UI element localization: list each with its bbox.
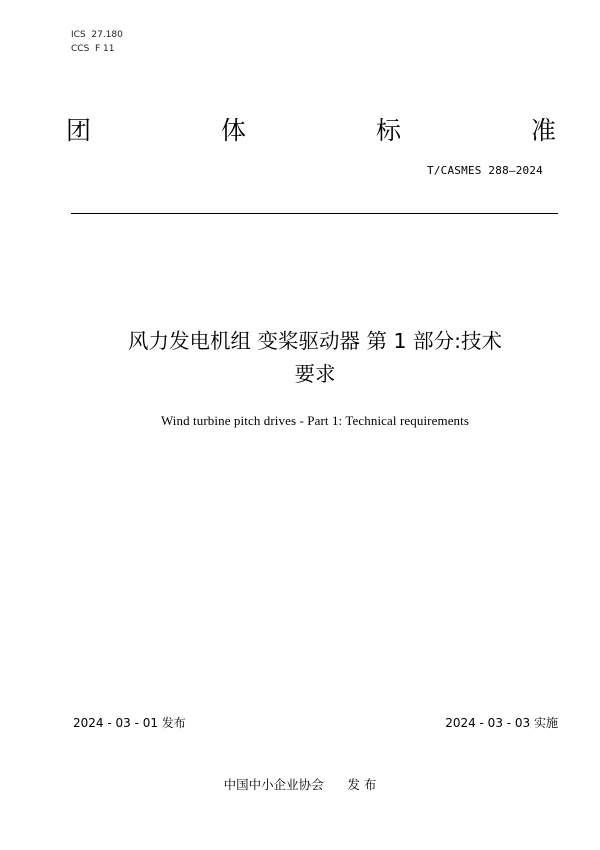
chinese-title [60,325,570,391]
implement-date: 2024 - 03 - 03 实施 [445,716,558,730]
heading-char: 准 [530,116,556,145]
heading-char: 标 [375,116,401,145]
header-divider [71,213,558,214]
ccs-code: CCS F 11 [71,44,115,54]
publisher-line [0,775,600,793]
publish-date: 2024 - 03 - 01 发布 [73,716,186,730]
chinese-title-line-1: 风力发电机组 变桨驱动器 第 1 部分:技术 [127,329,502,353]
publisher-name: 中国中小企业协会 [223,777,324,792]
document-type-heading [66,115,556,147]
english-title: Wind turbine pitch drives - Part 1: Technical requirements [160,413,470,428]
publish-action: 发 布 [347,777,377,792]
classification-codes [71,28,123,56]
heading-char: 体 [220,116,246,145]
standard-number: T/CASMES 288—2024 [427,164,543,177]
ics-code: ICS 27.180 [71,30,123,40]
heading-char: 团 [66,116,92,145]
chinese-title-line-2: 要求 [294,362,336,386]
